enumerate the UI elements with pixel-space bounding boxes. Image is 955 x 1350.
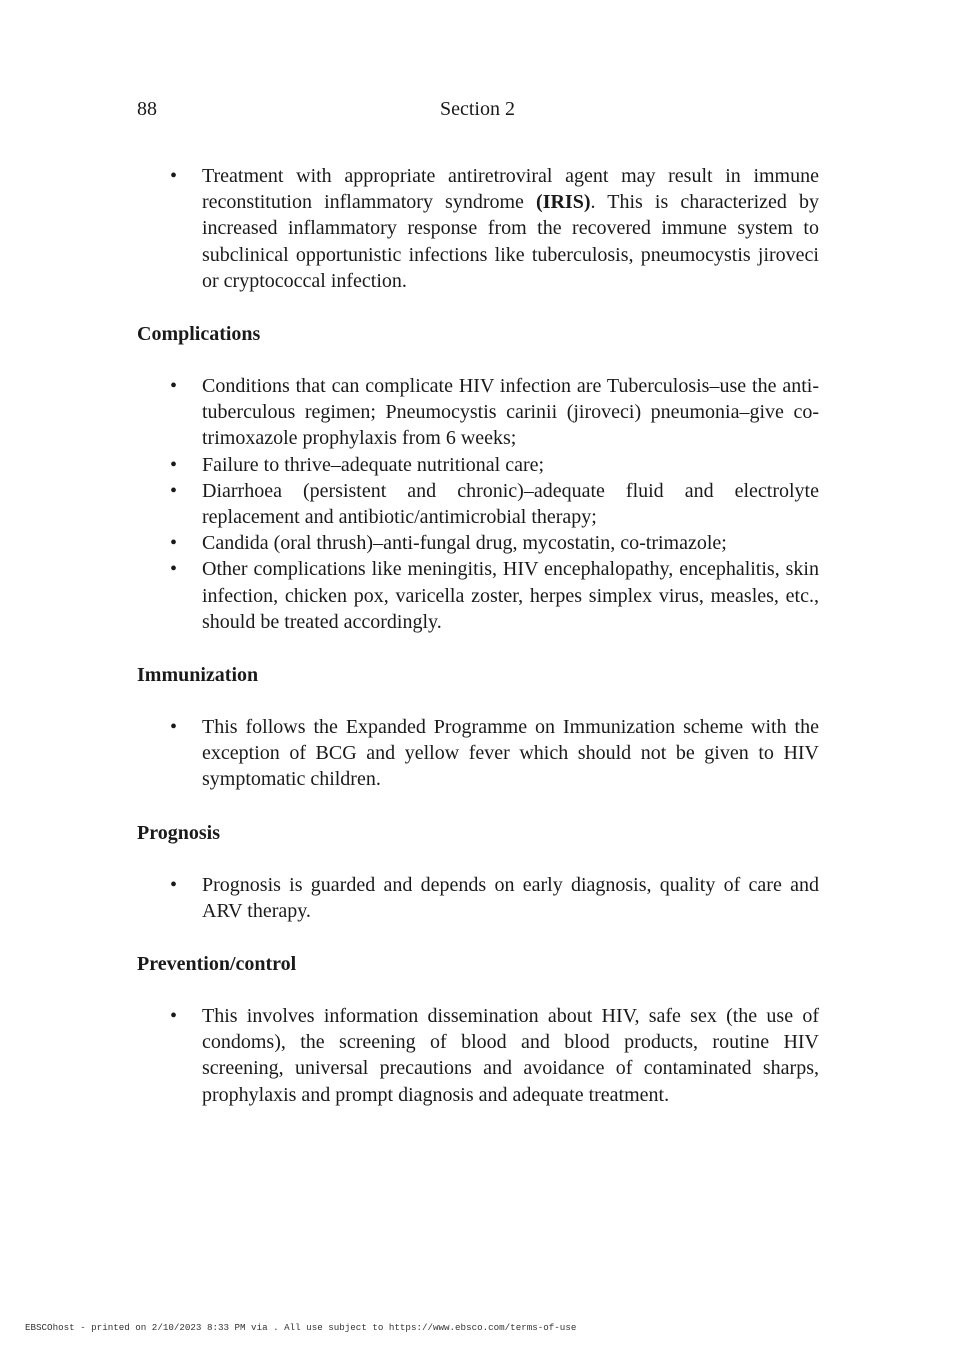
list-item — [137, 373, 819, 452]
complications-heading: Complications — [137, 323, 261, 346]
prevention-list — [137, 1003, 819, 1108]
ebsco-footer: EBSCOhost - printed on 2/10/2023 8:33 PM via . All use subject to https://www.ebsco.com/terms-of-use — [25, 1322, 577, 1333]
list-item — [137, 1003, 819, 1108]
prognosis-list — [137, 872, 819, 924]
bullet-icon: • — [170, 558, 178, 581]
bullet-icon: • — [170, 375, 178, 398]
list-item-text: Failure to thrive–adequate nutritional care; — [202, 453, 545, 476]
list-item — [137, 478, 819, 530]
list-item-text: This involves information dissemination about HIV, safe sex (the use of condoms), the screening of blood and blood products, routine HIV screening, universal precautions and avoidance of contaminated sharps, prophylaxis and prompt diagnosis and adequate treatment. — [202, 1005, 819, 1106]
list-item — [137, 163, 819, 294]
list-item-text: Diarrhoea (persistent and chronic)–adequate fluid and electrolyte replacement and antibiotic/antimicrobial therapy; — [202, 479, 819, 529]
running-head: Section 2 — [440, 98, 515, 120]
list-item — [137, 530, 819, 556]
intro-text-start: Treatment with appropriate antiretroviral agent may result in immune reconstitution inflammatory syndrome — [202, 165, 819, 214]
page-content — [137, 163, 819, 1108]
immunization-heading: Immunization — [137, 664, 259, 687]
list-item — [137, 556, 819, 635]
immunization-list — [137, 714, 819, 793]
complications-list — [137, 373, 819, 635]
list-item-text: Candida (oral thrush)–anti-fungal drug, mycostatin, co-trimazole; — [202, 532, 727, 555]
bullet-icon: • — [170, 1005, 178, 1028]
bullet-icon: • — [170, 873, 178, 896]
bullet-icon: • — [170, 165, 178, 187]
bullet-icon: • — [170, 479, 178, 502]
intro-list — [137, 163, 819, 294]
bullet-icon: • — [170, 716, 178, 739]
list-item-text: This follows the Expanded Programme on Immunization scheme with the exception of BCG and yellow fever which should not be given to HIV symptomatic children. — [202, 716, 819, 791]
list-item — [137, 872, 819, 924]
bullet-icon: • — [170, 453, 178, 476]
prognosis-heading: Prognosis — [137, 821, 220, 844]
list-item-text: Other complications like meningitis, HIV encephalopathy, encephalitis, skin infection, chicken pox, varicella zoster, herpes simplex virus, measles, etc., should be treated accordingly. — [202, 558, 819, 633]
list-item — [137, 452, 819, 478]
prevention-heading: Prevention/control — [137, 953, 297, 976]
list-item-text: Prognosis is guarded and depends on early diagnosis, quality of care and ARV therapy. — [202, 873, 819, 922]
intro-text-end: . This is characterized by increased inflammatory response from the recovered immune system to subclinical opportunistic infections like tuberculosis, pneumocystis jiroveci or cryptococcal infection. — [202, 191, 820, 292]
iris-abbreviation: (IRIS) — [536, 191, 591, 214]
list-item-text: Conditions that can complicate HIV infection are Tuberculosis–use the anti-tuberculous regimen; Pneumocystis carinii (jiroveci) pneumonia–give co-trimoxazole prophylaxis from 6 weeks; — [202, 375, 819, 450]
bullet-icon: • — [170, 532, 178, 555]
list-item — [137, 714, 819, 793]
page-number: 88 — [137, 98, 157, 120]
